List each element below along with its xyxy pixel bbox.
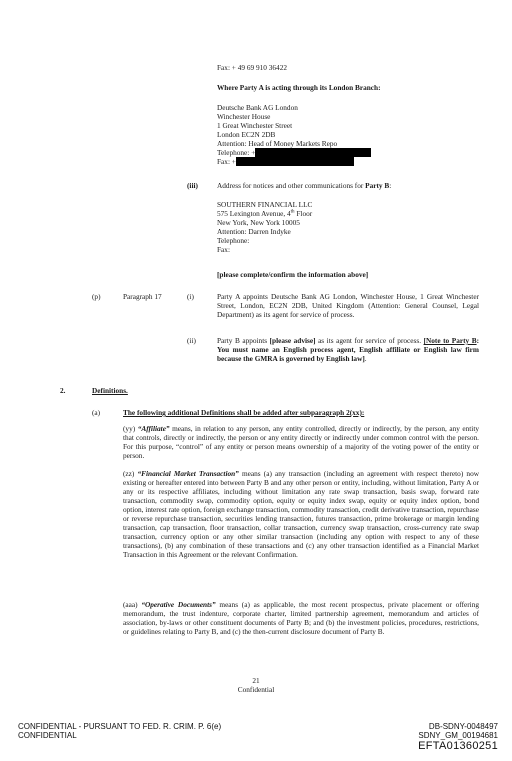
item-iii-suffix: : <box>389 181 392 190</box>
item-iii-prefix: Address for notices and other communications for <box>217 181 366 190</box>
london-branch-address <box>217 103 371 166</box>
party-b-fax: Fax: <box>217 245 230 255</box>
footer-left-line2: CONFIDENTIAL <box>18 731 77 741</box>
redaction-block <box>255 148 371 157</box>
definition-affiliate: (yy) “Affiliate” means, in relation to any person, any entity controlled, directly or indirectly, by the person, any entity that controls, directly or indirectly, the person or any entity directly or indirectly under common control with the person. For this purpose, “control” of any entity or person means ownership of a majority of the voting power of the entity or person. <box>123 424 479 461</box>
page-confidential: Confidential <box>237 685 275 694</box>
london-branch-heading: Where Party A is acting through its London Branch: <box>217 83 381 92</box>
telephone-line <box>217 148 371 157</box>
footer-right <box>418 722 498 753</box>
fax-line: Fax: + 49 69 910 36422 <box>217 63 287 72</box>
address-line: Winchester House <box>217 112 271 122</box>
section-2a-title: The following additional Definitions shall be added after subparagraph 2(xx): <box>123 408 365 417</box>
party-b-company: SOUTHERN FINANCIAL LLC <box>217 200 313 209</box>
party-b-note: [please complete/confirm the information above] <box>217 270 369 279</box>
footer-left <box>18 722 221 740</box>
item-iii-marker: (iii) <box>187 181 198 190</box>
redaction-block <box>236 157 354 166</box>
fax-line-redacted <box>217 157 371 166</box>
address-line: London EC2N 2DB <box>217 130 276 140</box>
paragraph-p-marker: (p) <box>92 292 101 301</box>
paragraph-p-sub-ii-marker: (ii) <box>187 336 196 345</box>
party-b-city: New York, New York 10005 <box>217 218 300 228</box>
item-iii-text <box>217 181 391 190</box>
definition-operative-documents: (aaa) “Operative Documents” means (a) as applicable, the most recent prospectus, private placement or offering memorandum, the trust indenture, corporate charter, limited partnership agreement, memorandum and articles of association, by-laws or other constituent documents of Party B; and (b) the investment policies, procedures, restrictions, or guidelines relating to Party B, and (c) the then-current disclosure document of Party B. <box>123 600 479 637</box>
party-b-street: 575 Lexington Avenue, 4th Floor <box>217 209 313 219</box>
paragraph-p-sub-ii-text: Party B appoints [please advise] as its agent for service of process. [Note to Party B: You must name an English process agent, English affiliate or English law firm because the GMRA is governed by English law]. <box>217 336 479 364</box>
party-b-telephone: Telephone: <box>217 236 250 246</box>
section-2-title: Definitions. <box>92 386 128 395</box>
address-line: 1 Great Winchester Street <box>217 121 293 131</box>
page-number: 21 <box>252 676 260 685</box>
party-b-attention: Attention: Darren Indyke <box>217 227 291 237</box>
section-2-number: 2. <box>60 386 66 395</box>
address-line: Attention: Head of Money Markets Repo <box>217 139 338 149</box>
address-line: Deutsche Bank AG London <box>217 103 298 112</box>
efta-number: EFTA01360251 <box>418 740 498 753</box>
footer-left-line1: CONFIDENTIAL - PURSUANT TO FED. R. CRIM. P. 6(e) <box>18 722 222 731</box>
fax-label: Fax: + <box>217 157 236 167</box>
definition-financial-market-transaction: (zz) “Financial Market Transaction” means (a) any transaction (including an agreement with respect thereto) now existing or hereafter entered into between Party B and any other person or entity, including, without limitation, Party A or any or its respective affiliates, including without limitation any rate swap transaction, basis swap, forward rate transaction, commodity swap, commodity option, equity or equity index swap, equity or equity index option, bond option, interest rate option, foreign exchange transaction, commodity transaction, credit derivative transaction, repurchase or reverse repurchase transaction, securities lending transaction, futures transaction, prime brokerage or margin lending transaction, cap transaction, floor transaction, collar transaction, currency swap transaction, cross-currency rate swap transaction, currency option or any other similar transaction (including any option with respect to any of these transactions), (b) any combination of these transactions and (c) any other transaction identified as a Financial Market Transaction in this Agreement or the relevant Confirmation. <box>123 469 480 560</box>
paragraph-p-sub-i-marker: (i) <box>187 292 194 301</box>
paragraph-p-sub-i-text: Party A appoints Deutsche Bank AG London, Winchester House, 1 Great Winchester Street, London, EC2N 2DB, United Kingdom (Attention: General Counsel, Legal Department) as its agent for service of process. <box>217 292 479 320</box>
paragraph-p-label: Paragraph 17 <box>123 292 162 301</box>
party-b-address <box>217 200 312 254</box>
section-2a-marker: (a) <box>92 408 101 417</box>
footer-right-line2: SDNY_GM_00194681 <box>418 731 498 741</box>
item-iii-party: Party B <box>365 181 390 190</box>
footer-right-line1: DB-SDNY-0048497 <box>428 722 498 731</box>
telephone-label: Telephone: + <box>217 148 256 158</box>
